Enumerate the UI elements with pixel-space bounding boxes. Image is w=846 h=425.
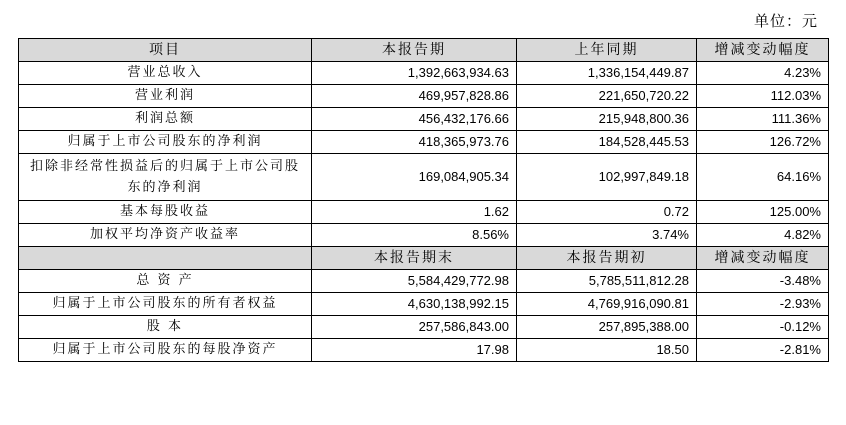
- previous-value: 184,528,445.53: [517, 131, 697, 154]
- header-previous-period: 上年同期: [517, 39, 697, 62]
- current-value: 257,586,843.00: [312, 316, 517, 339]
- table-row: [19, 62, 829, 85]
- row-label: 利润总额: [19, 108, 312, 131]
- table-header-row: [19, 39, 829, 62]
- row-label: 归属于上市公司股东的净利润: [19, 131, 312, 154]
- row-label: 营业利润: [19, 85, 312, 108]
- current-value: 469,957,828.86: [312, 85, 517, 108]
- row-label: 营业总收入: [19, 62, 312, 85]
- previous-value: 4,769,916,090.81: [517, 293, 697, 316]
- previous-value: 215,948,800.36: [517, 108, 697, 131]
- current-value: 456,432,176.66: [312, 108, 517, 131]
- change-value: 126.72%: [697, 131, 829, 154]
- balance-header-row: [19, 247, 829, 270]
- previous-value: 257,895,388.00: [517, 316, 697, 339]
- table-row: [19, 339, 829, 362]
- row-label: 基本每股收益: [19, 201, 312, 224]
- current-value: 1.62: [312, 201, 517, 224]
- change-value: 4.23%: [697, 62, 829, 85]
- change-value: -2.93%: [697, 293, 829, 316]
- table-row: [19, 316, 829, 339]
- previous-value: 5,785,511,812.28: [517, 270, 697, 293]
- change-value: 112.03%: [697, 85, 829, 108]
- header-change: 增减变动幅度: [697, 247, 829, 270]
- row-label: 归属于上市公司股东的每股净资产: [19, 339, 312, 362]
- header-current-period: 本报告期: [312, 39, 517, 62]
- previous-value: 3.74%: [517, 224, 697, 247]
- row-label: 扣除非经常性损益后的归属于上市公司股东的净利润: [19, 154, 312, 201]
- change-value: -0.12%: [697, 316, 829, 339]
- change-value: 4.82%: [697, 224, 829, 247]
- table-row: [19, 108, 829, 131]
- financial-summary-table: [18, 38, 829, 362]
- table-row: [19, 224, 829, 247]
- header-change: 增减变动幅度: [697, 39, 829, 62]
- unit-label: 单位：元: [753, 12, 818, 30]
- previous-value: 221,650,720.22: [517, 85, 697, 108]
- current-value: 169,084,905.34: [312, 154, 517, 201]
- change-value: 125.00%: [697, 201, 829, 224]
- row-label: 加权平均净资产收益率: [19, 224, 312, 247]
- change-value: -2.81%: [697, 339, 829, 362]
- table-row: [19, 131, 829, 154]
- current-value: 1,392,663,934.63: [312, 62, 517, 85]
- change-value: -3.48%: [697, 270, 829, 293]
- previous-value: 1,336,154,449.87: [517, 62, 697, 85]
- row-label: 股 本: [19, 316, 312, 339]
- table-row: [19, 201, 829, 224]
- previous-value: 102,997,849.18: [517, 154, 697, 201]
- table-row: [19, 270, 829, 293]
- header-period-start: 本报告期初: [517, 247, 697, 270]
- header-item-blank: [19, 247, 312, 270]
- current-value: 8.56%: [312, 224, 517, 247]
- table-row: [19, 293, 829, 316]
- current-value: 418,365,973.76: [312, 131, 517, 154]
- previous-value: 0.72: [517, 201, 697, 224]
- change-value: 64.16%: [697, 154, 829, 201]
- change-value: 111.36%: [697, 108, 829, 131]
- table-row: [19, 154, 829, 201]
- header-item: 项目: [19, 39, 312, 62]
- row-label: 总 资 产: [19, 270, 312, 293]
- previous-value: 18.50: [517, 339, 697, 362]
- current-value: 17.98: [312, 339, 517, 362]
- current-value: 5,584,429,772.98: [312, 270, 517, 293]
- current-value: 4,630,138,992.15: [312, 293, 517, 316]
- row-label: 归属于上市公司股东的所有者权益: [19, 293, 312, 316]
- table-row: [19, 85, 829, 108]
- header-period-end: 本报告期末: [312, 247, 517, 270]
